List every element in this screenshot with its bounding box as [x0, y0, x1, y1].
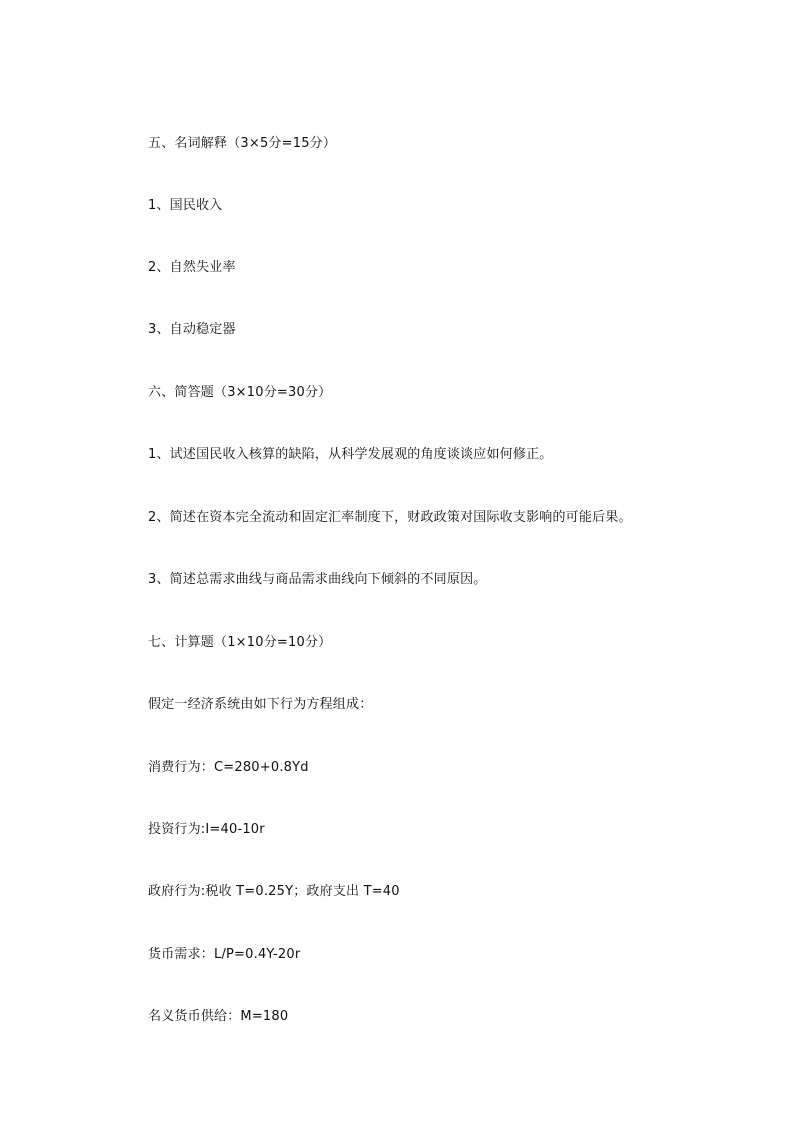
term-item: 1、国民收入 — [148, 198, 223, 213]
equation-line: 投资行为:I=40-10r — [148, 822, 265, 837]
question-item: 2、简述在资本完全流动和固定汇率制度下，财政政策对国际收支影响的可能后果。 — [148, 510, 632, 525]
equation-line: 消费行为：C=280+0.8Yd — [148, 760, 309, 775]
problem-intro: 假定一经济系统由如下行为方程组成： — [148, 697, 373, 712]
term-item: 2、自然失业率 — [148, 260, 236, 275]
term-item: 3、自动稳定器 — [148, 322, 236, 337]
section-seven-heading: 七、计算题（1×10分=10分） — [148, 635, 332, 650]
question-item: 1、试述国民收入核算的缺陷，从科学发展观的角度谈谈应如何修正。 — [148, 447, 553, 462]
section-five-heading: 五、名词解释（3×5分=15分） — [148, 136, 337, 151]
equation-line: 货币需求：L/P=0.4Y-20r — [148, 947, 301, 962]
equation-line: 名义货币供给：M=180 — [148, 1009, 289, 1024]
equation-line: 政府行为:税收 T=0.25Y；政府支出 T=40 — [148, 884, 400, 899]
section-six-heading: 六、简答题（3×10分=30分） — [148, 385, 332, 400]
question-item: 3、简述总需求曲线与商品需求曲线向下倾斜的不同原因。 — [148, 572, 487, 587]
